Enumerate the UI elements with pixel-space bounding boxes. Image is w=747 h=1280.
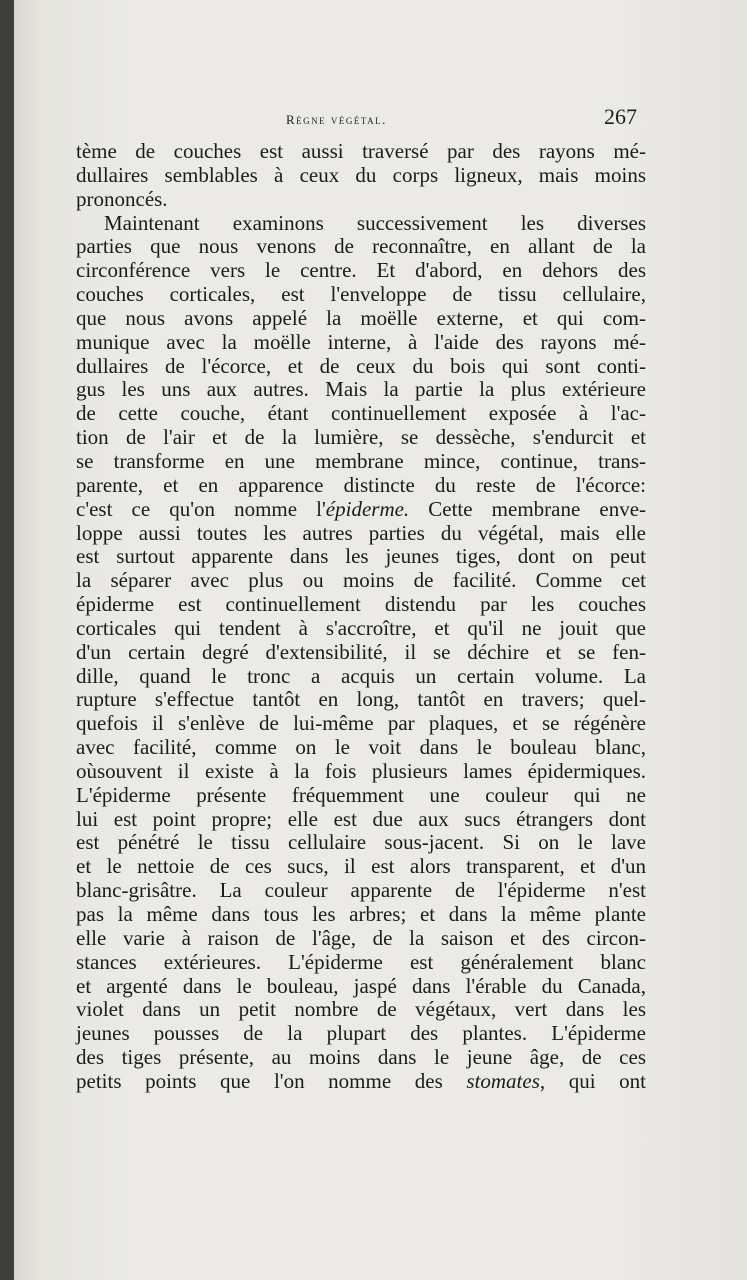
text-line: blanc-grisâtre. La couleur apparente de l'épiderme n'est [76,878,646,903]
text-line: circonférence vers le centre. Et d'abord, en dehors des [76,258,646,283]
text-line [76,498,646,522]
italic-term: stomates [466,1069,540,1093]
text-line: de cette couche, étant continuellement exposée à l'ac- [76,401,646,426]
text-segment: Cette membrane enve- [409,497,646,521]
text-line: Maintenant examinons successivement les diverses [104,210,646,235]
body-text [76,140,646,1094]
text-line: stances extérieures. L'épiderme est généralement blanc [76,949,646,974]
text-line: avec facilité, comme on le voit dans le bouleau blanc, [76,735,646,760]
text-line: loppe aussi toutes les autres parties du végétal, mais elle [76,520,646,545]
book-page [14,0,747,1280]
text-line: violet dans un petit nombre de végétaux, vert dans les [76,997,646,1022]
text-line: parties que nous venons de reconnaître, en allant de la [76,234,646,259]
text-line: rupture s'effectue tantôt en long, tantôt en travers; quel- [76,687,646,712]
text-line: elle varie à raison de l'âge, de la saison et des circon- [76,925,646,950]
text-line: tème de couches est aussi traversé par des rayons mé- [76,139,646,163]
text-line: est pénétré le tissu cellulaire sous-jacent. Si on le lave [76,830,646,855]
text-line: oùsouvent il existe à la fois plusieurs lames épidermiques. [76,758,646,783]
text-line: d'un certain degré d'extensibilité, il se déchire et se fen- [76,639,646,664]
text-line: lui est point propre; elle est due aux sucs étrangers dont [76,806,646,831]
text-line: gus les uns aux autres. Mais la partie la plus extérieure [76,377,646,402]
text-line: parente, et en apparence distincte du reste de l'écorce: [76,472,646,497]
text-line [76,1070,646,1094]
text-line: prononcés. [76,186,168,211]
text-line: corticales qui tendent à s'accroître, et qu'il ne jouit que [76,615,646,640]
text-line: la séparer avec plus ou moins de facilité. Comme cet [76,568,646,593]
text-segment: c'est ce qu'on nomme l' [76,497,326,521]
text-line: pas la même dans tous les arbres; et dans la même plante [76,902,646,926]
text-line: dullaires de l'écorce, et de ceux du bois qui sont conti- [76,353,646,378]
text-line: jeunes pousses de la plupart des plantes. L'épiderme [76,1021,646,1046]
text-line: des tiges présente, au moins dans le jeune âge, de ces [76,1045,646,1070]
text-segment: , qui ont [539,1069,646,1093]
text-line: couches corticales, est l'enveloppe de tissu cellulaire, [76,282,646,307]
page-number: 267 [604,104,637,129]
text-line: L'épiderme présente fréquemment une couleur qui ne [76,782,646,807]
text-line: munique avec la moëlle interne, à l'aide des rayons mé- [76,329,646,354]
text-line: quefois il s'enlève de lui-même par plaques, et se régénère [76,711,646,736]
text-line: et le nettoie de ces sucs, il est alors transparent, et d'un [76,854,646,879]
text-line: tion de l'air et de la lumière, se dessèche, s'endurcit et [76,425,646,450]
page-header [14,104,747,132]
text-line: dullaires semblables à ceux du corps ligneux, mais moins [76,162,646,187]
running-title: Règne végétal. [286,112,387,127]
text-line: et argenté dans le bouleau, jaspé dans l'érable du Canada, [76,973,646,998]
text-line: épiderme est continuellement distendu par les couches [76,592,646,617]
text-line: est surtout apparente dans les jeunes tiges, dont on peut [76,544,646,569]
text-line: dille, quand le tronc a acquis un certain volume. La [76,663,646,688]
text-line: se transforme en une membrane mince, continue, trans- [76,448,646,473]
text-line: que nous avons appelé la moëlle externe, et qui com- [76,305,646,330]
italic-term: épiderme. [325,497,410,521]
text-segment: petits points que l'on nomme des [76,1069,467,1093]
